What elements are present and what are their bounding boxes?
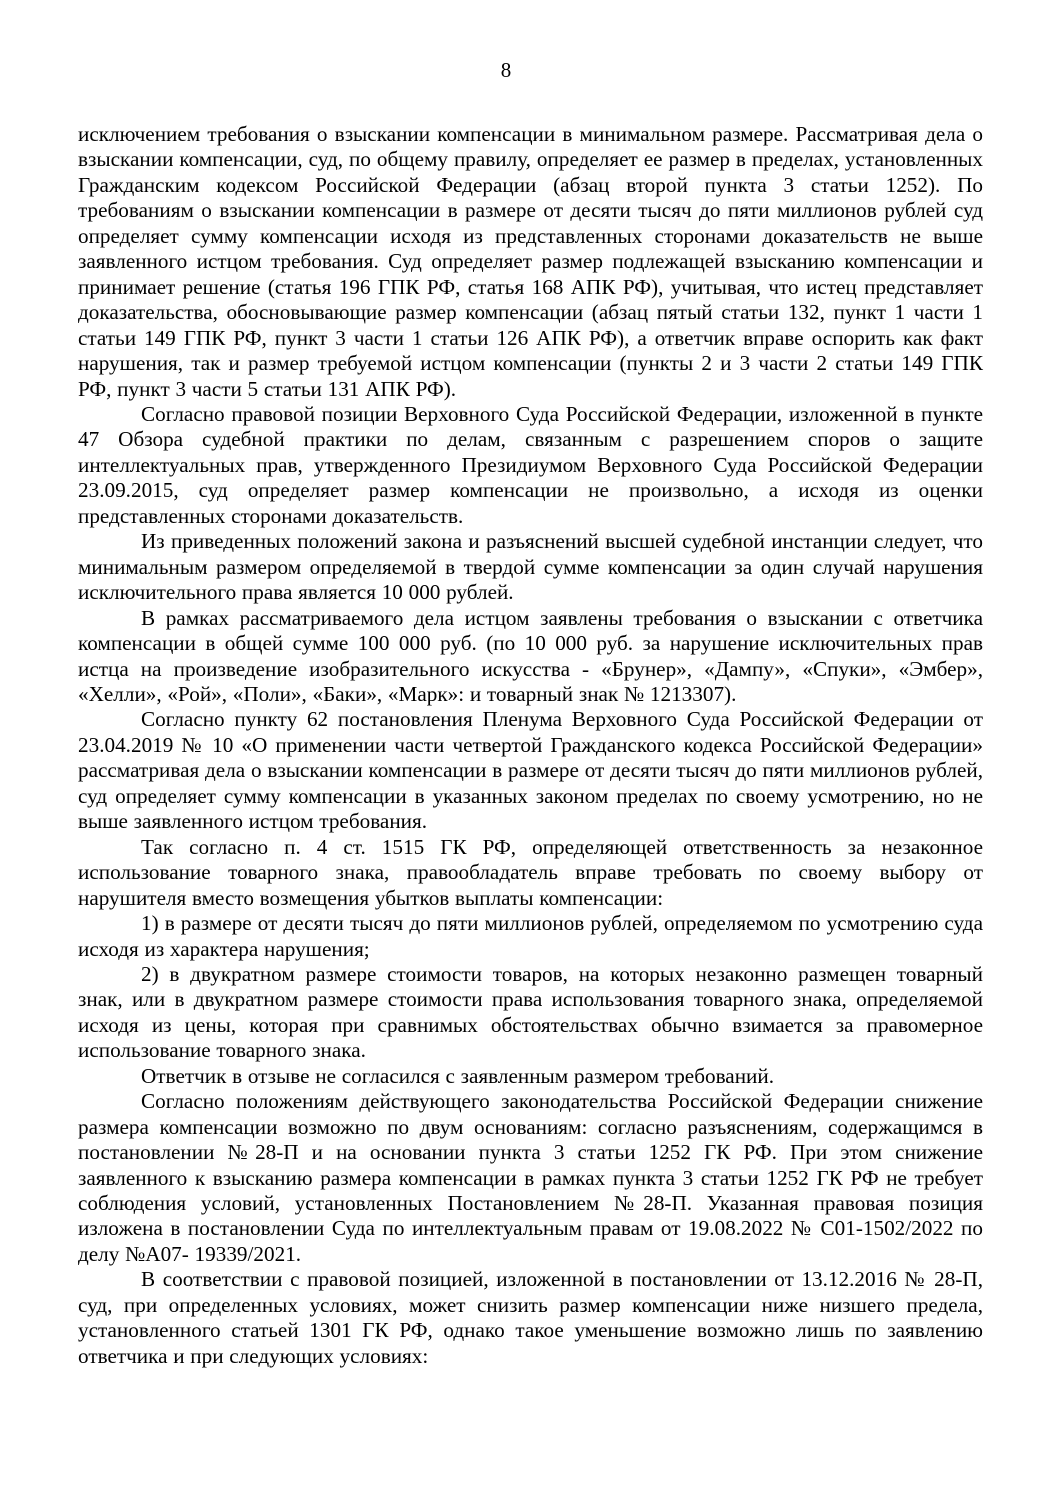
paragraph: В рамках рассматриваемого дела истцом заявлены требования о взыскании с ответчика компенсации в общей сумме 100 000 руб. (по 10 000 руб. за нарушение исключительных прав истца на произведение изобразительного искусства - «Брунер», «Дампу», «Спуки», «Эмбер», «Хелли», «Рой», «Поли», «Баки», «Марк»: и товарный знак № 1213307). <box>78 605 983 706</box>
paragraph: 1) в размере от десяти тысяч до пяти миллионов рублей, определяемом по усмотрению суда исходя из характера нарушения; <box>78 911 983 961</box>
paragraph: Из приведенных положений закона и разъяснений высшей судебной инстанции следует, что минимальным размером определяемой в твердой сумме компенсации за один случай нарушения исключительного права является 10 000 рублей. <box>78 529 983 605</box>
paragraph: Согласно правовой позиции Верховного Суда Российской Федерации, изложенной в пункте 47 Обзора судебной практики по делам, связанным с разрешением споров о защите интеллектуальных прав, утвержденного Президиумом Верховного Суда Российской Федерации 23.09.2015, суд определяет размер компенсации не произвольно, а исходя из оценки представленных сторонами доказательств. <box>78 401 983 528</box>
paragraph: 2) в двукратном размере стоимости товаров, на которых незаконно размещен товарный знак, или в двукратном размере стоимости права использования товарного знака, определяемой исходя из цены, которая при сравнимых обстоятельствах обычно взимается за правомерное использование товарного знака. <box>78 961 983 1063</box>
paragraph: исключением требования о взыскании компенсации в минимальном размере. Рассматривая дела о взыскании компенсации, суд, по общему правилу, определяет ее размер в пределах, установленных Гражданским кодексом Российской Федерации (абзац второй пункта 3 статьи 1252). По требованиям о взыскании компенсации в размере от десяти тысяч до пяти миллионов рублей суд определяет сумму компенсации исходя из представленных сторонами доказательств не выше заявленного истцом требования. Суд определяет размер подлежащей взысканию компенсации и принимает решение (статья 196 ГПК РФ, статья 168 АПК РФ), учитывая, что истец представляет доказательства, обосновывающие размер компенсации (абзац пятый статьи 132, пункт 1 части 1 статьи 149 ГПК РФ, пункт 3 части 1 статьи 126 АПК РФ), а ответчик вправе оспорить как факт нарушения, так и размер требуемой истцом компенсации (пункты 2 и 3 части 2 статьи 149 ГПК РФ, пункт 3 части 5 статьи 131 АПК РФ). <box>78 122 983 401</box>
paragraph: Ответчик в отзыве не согласился с заявленным размером требований. <box>141 1063 775 1088</box>
paragraph: Согласно пункту 62 постановления Пленума Верховного Суда Российской Федерации от 23.04.2019 № 10 «О применении части четвертой Гражданского кодекса Российской Федерации» рассматривая дела о взыскании компенсации в размере от десяти тысяч до пяти миллионов рублей, суд определяет сумму компенсации в указанных законом пределах по своему усмотрению, но не выше заявленного истцом требования. <box>78 707 983 834</box>
page-number: 8 <box>500 58 512 82</box>
paragraph: В соответствии с правовой позицией, изложенной в постановлении от 13.12.2016 № 28-П, суд, при определенных условиях, может снизить размер компенсации ниже низшего предела, установленного статьей 1301 ГК РФ, однако такое уменьшение возможно лишь по заявлению ответчика и при следующих условиях: <box>78 1267 983 1368</box>
paragraph: Так согласно п. 4 ст. 1515 ГК РФ, определяющей ответственность за незаконное использование товарного знака, правообладатель вправе требовать по своему выбору от нарушителя вместо возмещения убытков выплаты компенсации: <box>78 834 983 910</box>
document-body <box>78 122 983 1369</box>
paragraph: Согласно положениям действующего законодательства Российской Федерации снижение размера компенсации возможно по двум основаниям: согласно разъяснениям, содержащимся в постановлении №28-П и на основании пункта 3 статьи 1252 ГК РФ. При этом снижение заявленного к взысканию размера компенсации в рамках пункта 3 статьи 1252 ГК РФ не требует соблюдения условий, установленных Постановлением №28-П. Указанная правовая позиция изложена в постановлении Суда по интеллектуальным правам от 19.08.2022 № С01-1502/2022 по делу №А07- 19339/2021. <box>78 1089 983 1266</box>
